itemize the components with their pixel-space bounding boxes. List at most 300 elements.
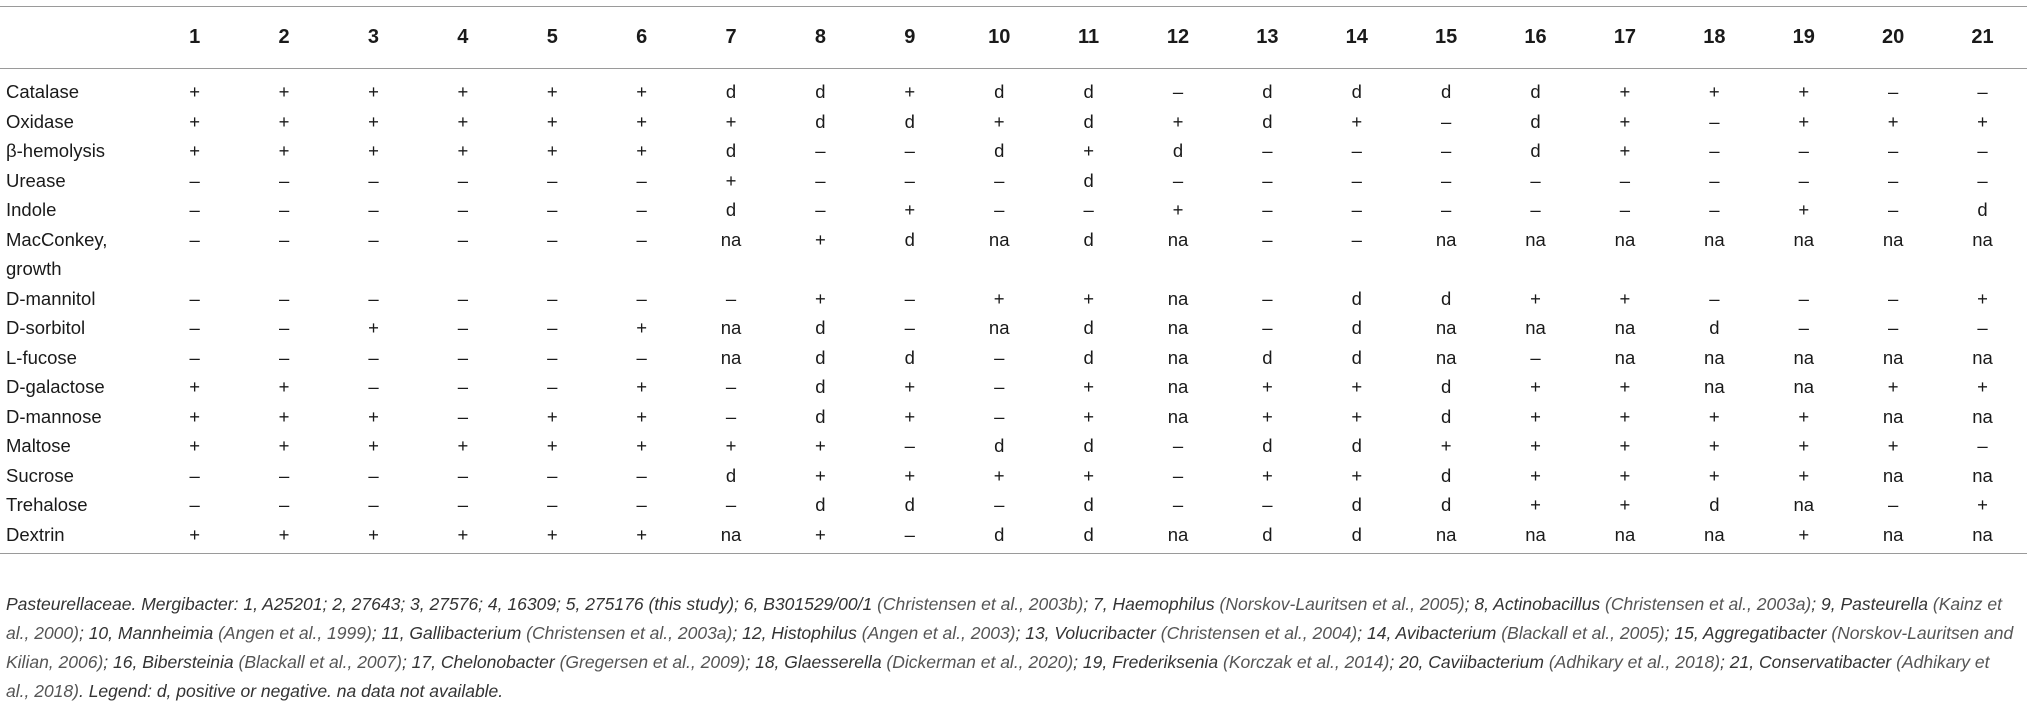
- table-row: [0, 166, 2027, 196]
- column-header: 6: [597, 7, 686, 69]
- footnote-reference: (Angen et al., 2003): [856, 623, 1016, 643]
- trait-value-cell: d: [1351, 317, 1362, 338]
- trait-value-cell: –: [189, 317, 200, 338]
- table-row: [0, 343, 2027, 373]
- trait-value-cell: +: [636, 317, 648, 338]
- trait-value-cell: +: [1708, 405, 1720, 427]
- trait-value-cell: –: [1709, 199, 1720, 220]
- trait-value-cell: –: [636, 287, 647, 309]
- trait-value-cell: na: [1614, 346, 1636, 368]
- trait-label: L-fucose: [6, 346, 77, 368]
- trait-value-cell: na: [988, 228, 1010, 250]
- trait-label: MacConkey, growth: [6, 228, 108, 279]
- trait-value-cell: –: [1709, 140, 1720, 161]
- trait-value-cell: d: [1083, 110, 1094, 132]
- trait-value-cell: –: [1351, 228, 1362, 250]
- column-header: 2: [239, 7, 328, 69]
- trait-value-cell: –: [457, 199, 469, 220]
- trait-value-cell: +: [1083, 376, 1094, 397]
- trait-value-cell: –: [1530, 169, 1541, 191]
- trait-value-cell: +: [368, 435, 379, 456]
- footnote-reference: (Norskov-Lauritsen and Kilian, 2006): [6, 623, 2014, 672]
- trait-value-cell: +: [1798, 464, 1810, 486]
- trait-label: Catalase: [6, 81, 80, 102]
- trait-value-cell: +: [1887, 110, 1899, 132]
- trait-value-cell: d: [1262, 435, 1273, 456]
- trait-value-cell: –: [994, 346, 1005, 368]
- trait-value-cell: d: [815, 81, 826, 102]
- trait-value-cell: +: [1708, 435, 1720, 456]
- trait-value-cell: –: [636, 199, 647, 220]
- trait-value-cell: d: [1351, 435, 1362, 456]
- footnote-genus: Pasteurella: [1840, 594, 1929, 614]
- footnote-genus: Haemophilus: [1112, 594, 1215, 614]
- trait-value-cell: +: [904, 199, 916, 220]
- trait-value-cell: –: [904, 317, 915, 338]
- trait-value-cell: –: [994, 169, 1005, 191]
- trait-value-cell: –: [368, 199, 379, 220]
- trait-value-cell: na: [720, 228, 742, 250]
- trait-value-cell: –: [904, 169, 915, 191]
- trait-value-cell: –: [547, 464, 558, 486]
- trait-value-cell: na: [1167, 405, 1189, 427]
- trait-value-cell: –: [368, 376, 379, 397]
- trait-value-cell: –: [278, 169, 290, 191]
- trait-value-cell: –: [368, 169, 379, 191]
- trait-value-cell: +: [1798, 199, 1810, 220]
- trait-value-cell: na: [1167, 228, 1189, 250]
- column-header: 21: [1938, 7, 2027, 69]
- trait-value-cell: –: [278, 494, 290, 515]
- trait-value-cell: –: [457, 464, 469, 486]
- trait-value-cell: na: [1704, 376, 1725, 397]
- trait-value-cell: d: [725, 81, 737, 102]
- trait-value-cell: +: [546, 140, 558, 161]
- trait-value-cell: +: [508, 520, 597, 554]
- trait-value-cell: na: [1704, 346, 1725, 368]
- trait-value-cell: na: [1972, 464, 1993, 486]
- trait-value-cell: +: [1351, 464, 1363, 486]
- trait-value-cell: d: [1351, 494, 1362, 515]
- trait-value-cell: +: [1261, 464, 1273, 486]
- trait-label: D-galactose: [6, 376, 105, 397]
- table-row: [0, 69, 2027, 107]
- trait-value-cell: –: [1798, 317, 1809, 338]
- trait-value-cell: +: [1530, 405, 1541, 427]
- footnote-reference: (Angen et al., 1999): [213, 623, 372, 643]
- trait-value-cell: –: [278, 346, 290, 368]
- footnote-text: ; 7,: [1083, 594, 1113, 614]
- trait-value-cell: +: [1977, 110, 1988, 132]
- trait-value-cell: –: [1172, 494, 1184, 515]
- trait-value-cell: na: [686, 520, 775, 554]
- trait-value-cell: +: [1977, 376, 1988, 397]
- trait-value-cell: –: [189, 287, 200, 309]
- trait-value-cell: –: [994, 405, 1005, 427]
- footnote-text: ; 9,: [1811, 594, 1841, 614]
- trait-value-cell: +: [546, 435, 558, 456]
- trait-value-cell: –: [1172, 81, 1184, 102]
- trait-value-cell: +: [1261, 405, 1273, 427]
- column-header: 1: [150, 7, 239, 69]
- column-header: 19: [1759, 7, 1848, 69]
- trait-value-cell: +: [1619, 376, 1631, 397]
- trait-value-cell: –: [457, 376, 469, 397]
- trait-value-cell: –: [368, 228, 379, 250]
- trait-value-cell: +: [725, 110, 737, 132]
- trait-value-cell: d: [1441, 464, 1452, 486]
- trait-value-cell: +: [278, 376, 290, 397]
- trait-value-cell: d: [1441, 287, 1452, 309]
- trait-value-cell: –: [278, 317, 290, 338]
- trait-value-cell: +: [1619, 405, 1631, 427]
- column-header: 18: [1670, 7, 1759, 69]
- trait-value-cell: –: [278, 287, 290, 309]
- corner-cell: [0, 7, 150, 69]
- table-row: [0, 225, 2027, 284]
- trait-value-cell: d: [725, 199, 737, 220]
- trait-value-cell: na: [1580, 520, 1669, 554]
- trait-value-cell: –: [1262, 287, 1273, 309]
- trait-value-cell: na: [1614, 317, 1636, 338]
- trait-value-cell: –: [1887, 199, 1899, 220]
- trait-value-cell: +: [329, 520, 418, 554]
- trait-value-cell: –: [547, 228, 558, 250]
- footnote-genus: Histophilus: [771, 623, 857, 643]
- trait-value-cell: –: [368, 287, 379, 309]
- trait-value-cell: +: [993, 287, 1005, 309]
- trait-value-cell: d: [1977, 199, 1988, 220]
- trait-value-cell: na: [1670, 520, 1759, 554]
- trait-value-cell: d: [904, 346, 915, 368]
- trait-value-cell: +: [1887, 376, 1899, 397]
- trait-value-cell: na: [720, 317, 742, 338]
- trait-label: Indole: [6, 199, 57, 220]
- footnote-text: ; 19,: [1073, 652, 1113, 672]
- trait-value-cell: –: [278, 199, 290, 220]
- column-header: 11: [1044, 7, 1133, 69]
- trait-value-cell: –: [547, 199, 558, 220]
- trait-value-cell: –: [1441, 140, 1452, 161]
- trait-value-cell: +: [239, 520, 328, 554]
- trait-value-cell: d: [815, 346, 826, 368]
- footnote-reference: (Christensen et al., 2003a): [521, 623, 733, 643]
- trait-value-cell: +: [1798, 81, 1810, 102]
- trait-value-cell: d: [1223, 520, 1312, 554]
- column-header: 20: [1848, 7, 1937, 69]
- footnote-reference: (Kainz et al., 2000): [6, 594, 2002, 643]
- trait-value-cell: na: [1491, 520, 1580, 554]
- table-row: [0, 136, 2027, 166]
- trait-value-cell: d: [994, 81, 1005, 102]
- trait-value-cell: –: [1530, 199, 1541, 220]
- trait-value-cell: –: [1977, 140, 1988, 161]
- trait-label: Maltose: [6, 435, 71, 456]
- trait-value-cell: –: [1172, 435, 1184, 456]
- table-row: [0, 402, 2027, 432]
- trait-value-cell: –: [1172, 464, 1184, 486]
- trait-value-cell: +: [725, 435, 737, 456]
- trait-value-cell: d: [1083, 81, 1094, 102]
- trait-value-cell: –: [368, 464, 379, 486]
- table-footnote: [6, 590, 2016, 706]
- trait-value-cell: d: [1083, 228, 1094, 250]
- trait-value-cell: na: [1972, 228, 1993, 250]
- trait-value-cell: d: [904, 110, 915, 132]
- trait-value-cell: +: [278, 140, 290, 161]
- trait-value-cell: –: [1709, 169, 1720, 191]
- trait-value-cell: +: [189, 376, 201, 397]
- trait-value-cell: +: [904, 81, 916, 102]
- trait-value-cell: d: [1262, 81, 1273, 102]
- trait-value-cell: –: [457, 405, 469, 427]
- trait-value-cell: +: [1619, 81, 1631, 102]
- trait-value-cell: –: [725, 494, 737, 515]
- trait-label: Trehalose: [6, 494, 88, 515]
- trait-value-cell: +: [1440, 435, 1452, 456]
- footnote-reference: (Adhikary et al., 2018): [1543, 652, 1721, 672]
- footnote-reference: (Christensen et al., 2004): [1155, 623, 1358, 643]
- trait-value-cell: d: [815, 494, 826, 515]
- trait-value-cell: +: [189, 110, 201, 132]
- trait-value-cell: na: [1972, 346, 1993, 368]
- trait-value-cell: +: [546, 405, 558, 427]
- trait-value-cell: –: [1262, 228, 1273, 250]
- trait-value-cell: –: [457, 317, 469, 338]
- table-row: [0, 195, 2027, 225]
- trait-value-cell: –: [1977, 81, 1988, 102]
- trait-value-cell: d: [1262, 110, 1273, 132]
- trait-value-cell: –: [457, 346, 469, 368]
- column-header: 15: [1401, 7, 1490, 69]
- trait-value-cell: –: [1887, 169, 1899, 191]
- footnote-text: ; 11,: [371, 623, 410, 643]
- table-row: [0, 107, 2027, 137]
- column-header: 12: [1133, 7, 1222, 69]
- trait-value-cell: +: [1172, 110, 1184, 132]
- trait-value-cell: na: [1882, 228, 1904, 250]
- trait-value-cell: –: [1262, 169, 1273, 191]
- trait-value-cell: na: [1435, 228, 1457, 250]
- trait-value-cell: +: [636, 376, 648, 397]
- trait-value-cell: –: [189, 346, 200, 368]
- trait-value-cell: +: [457, 140, 469, 161]
- trait-value-cell: +: [278, 110, 290, 132]
- trait-value-cell: d: [1530, 110, 1541, 132]
- trait-value-cell: +: [815, 228, 826, 250]
- trait-value-cell: +: [368, 317, 379, 338]
- footnote-text: ; 17,: [401, 652, 441, 672]
- trait-value-cell: +: [1172, 199, 1184, 220]
- trait-label: Dextrin: [0, 520, 150, 554]
- table-row: [0, 461, 2027, 491]
- trait-value-cell: d: [1441, 494, 1452, 515]
- trait-value-cell: +: [1708, 464, 1720, 486]
- table-header: [0, 7, 2027, 69]
- column-header: 8: [776, 7, 865, 69]
- trait-value-cell: +: [189, 435, 201, 456]
- trait-value-cell: d: [1262, 346, 1273, 368]
- trait-value-cell: –: [725, 376, 737, 397]
- trait-value-cell: +: [278, 435, 290, 456]
- footnote-reference: (Christensen et al., 2003b): [877, 594, 1084, 614]
- trait-label: β-hemolysis: [6, 140, 106, 161]
- trait-value-cell: d: [1351, 346, 1362, 368]
- trait-value-cell: –: [636, 346, 647, 368]
- trait-value-cell: +: [1708, 81, 1720, 102]
- trait-value-cell: –: [1977, 317, 1988, 338]
- trait-value-cell: –: [1977, 169, 1988, 191]
- trait-value-cell: +: [904, 376, 916, 397]
- trait-value-cell: –: [1172, 169, 1184, 191]
- trait-value-cell: +: [189, 405, 201, 427]
- trait-value-cell: +: [815, 464, 826, 486]
- column-header: 13: [1223, 7, 1312, 69]
- trait-value-cell: –: [725, 405, 737, 427]
- trait-value-cell: –: [904, 435, 915, 456]
- trait-value-cell: –: [994, 494, 1005, 515]
- trait-value-cell: –: [1887, 81, 1899, 102]
- trait-value-cell: +: [1261, 376, 1273, 397]
- trait-value-cell: +: [636, 405, 648, 427]
- trait-value-cell: +: [1083, 140, 1094, 161]
- column-header: 3: [329, 7, 418, 69]
- trait-value-cell: –: [457, 169, 469, 191]
- trait-value-cell: na: [1882, 464, 1904, 486]
- trait-label: D-mannose: [6, 405, 102, 427]
- trait-value-cell: +: [1351, 405, 1363, 427]
- trait-value-cell: –: [815, 169, 826, 191]
- trait-value-cell: d: [1530, 140, 1541, 161]
- trait-value-cell: –: [994, 199, 1005, 220]
- column-header: 17: [1580, 7, 1669, 69]
- footnote-text: ; 12,: [732, 623, 772, 643]
- trait-value-cell: +: [776, 520, 865, 554]
- trait-value-cell: na: [1972, 405, 1993, 427]
- trait-label: Sucrose: [6, 464, 74, 486]
- footnote-reference: (Blackall et al., 2007): [233, 652, 402, 672]
- trait-value-cell: +: [1083, 464, 1094, 486]
- trait-value-cell: –: [547, 287, 558, 309]
- trait-value-cell: +: [278, 81, 290, 102]
- column-header: 7: [686, 7, 775, 69]
- trait-value-cell: –: [1441, 110, 1452, 132]
- trait-value-cell: +: [1530, 376, 1541, 397]
- trait-value-cell: +: [368, 110, 379, 132]
- table-row: [0, 431, 2027, 461]
- trait-value-cell: +: [1619, 110, 1631, 132]
- footnote-reference: (Christensen et al., 2003a): [1600, 594, 1812, 614]
- trait-value-cell: –: [1887, 494, 1899, 515]
- trait-value-cell: na: [1793, 346, 1815, 368]
- trait-value-cell: na: [1793, 494, 1815, 515]
- footnote-genus: Aggregatibacter: [1702, 623, 1827, 643]
- trait-value-cell: –: [1887, 287, 1899, 309]
- trait-value-cell: +: [368, 140, 379, 161]
- trait-value-cell: –: [636, 169, 647, 191]
- trait-value-cell: –: [189, 169, 200, 191]
- trait-value-cell: –: [1262, 140, 1273, 161]
- footnote-reference: (Gregersen et al., 2009): [554, 652, 746, 672]
- table-row: [0, 490, 2027, 520]
- footnote-text: ; 13,: [1015, 623, 1055, 643]
- trait-value-cell: d: [955, 520, 1044, 554]
- trait-value-cell: –: [1351, 169, 1362, 191]
- footnote-text: ; 15,: [1664, 623, 1703, 643]
- trait-value-cell: na: [1167, 346, 1189, 368]
- trait-label: D-sorbitol: [6, 317, 86, 338]
- trait-value-cell: +: [725, 169, 737, 191]
- footnote-reference: (Adhikary et al., 2018): [6, 652, 1990, 701]
- footnote-text: ; 10,: [78, 623, 118, 643]
- trait-value-cell: +: [1887, 435, 1899, 456]
- trait-value-cell: na: [1167, 376, 1189, 397]
- trait-value-cell: –: [457, 287, 469, 309]
- trait-value-cell: –: [1351, 199, 1362, 220]
- trait-value-cell: –: [189, 464, 200, 486]
- trait-value-cell: –: [278, 228, 290, 250]
- trait-value-cell: +: [993, 464, 1005, 486]
- trait-value-cell: –: [278, 464, 290, 486]
- table-row: [0, 284, 2027, 314]
- trait-value-cell: na: [1882, 346, 1904, 368]
- trait-value-cell: d: [1441, 81, 1452, 102]
- footnote-genus: Avibacterium: [1395, 623, 1497, 643]
- trait-value-cell: –: [725, 287, 737, 309]
- trait-value-cell: +: [636, 435, 648, 456]
- trait-value-cell: d: [1441, 405, 1452, 427]
- trait-value-cell: na: [1793, 228, 1815, 250]
- trait-value-cell: +: [636, 140, 648, 161]
- column-header: 14: [1312, 7, 1401, 69]
- trait-value-cell: +: [1619, 464, 1631, 486]
- trait-value-cell: –: [1441, 169, 1452, 191]
- phenotype-table: [0, 6, 2027, 554]
- trait-value-cell: d: [725, 140, 737, 161]
- footnote-text: . Legend: d, positive or negative. na data not available.: [78, 681, 504, 701]
- trait-value-cell: d: [725, 464, 737, 486]
- trait-value-cell: +: [993, 110, 1005, 132]
- trait-value-cell: +: [815, 287, 826, 309]
- trait-value-cell: +: [1351, 376, 1363, 397]
- trait-value-cell: +: [546, 81, 558, 102]
- column-header: 10: [955, 7, 1044, 69]
- trait-value-cell: d: [1441, 376, 1452, 397]
- trait-value-cell: +: [1083, 287, 1094, 309]
- trait-value-cell: +: [457, 81, 469, 102]
- header-row: [0, 7, 2027, 69]
- trait-value-cell: d: [1351, 287, 1362, 309]
- trait-value-cell: d: [994, 435, 1005, 456]
- trait-value-cell: –: [1619, 199, 1631, 220]
- table-body: [0, 69, 2027, 554]
- trait-value-cell: d: [815, 405, 826, 427]
- trait-value-cell: –: [1262, 494, 1273, 515]
- trait-value-cell: –: [1619, 169, 1631, 191]
- trait-value-cell: –: [1262, 199, 1273, 220]
- footnote-genus: Frederiksenia: [1112, 652, 1219, 672]
- footnote-text: ; 8,: [1464, 594, 1494, 614]
- trait-value-cell: na: [1525, 317, 1546, 338]
- trait-value-cell: +: [904, 464, 916, 486]
- trait-value-cell: +: [189, 81, 201, 102]
- trait-value-cell: na: [1167, 317, 1189, 338]
- trait-value-cell: na: [1167, 287, 1189, 309]
- trait-value-cell: –: [547, 376, 558, 397]
- footnote-text: ; 18,: [745, 652, 785, 672]
- trait-value-cell: –: [189, 228, 200, 250]
- trait-value-cell: na: [1793, 376, 1815, 397]
